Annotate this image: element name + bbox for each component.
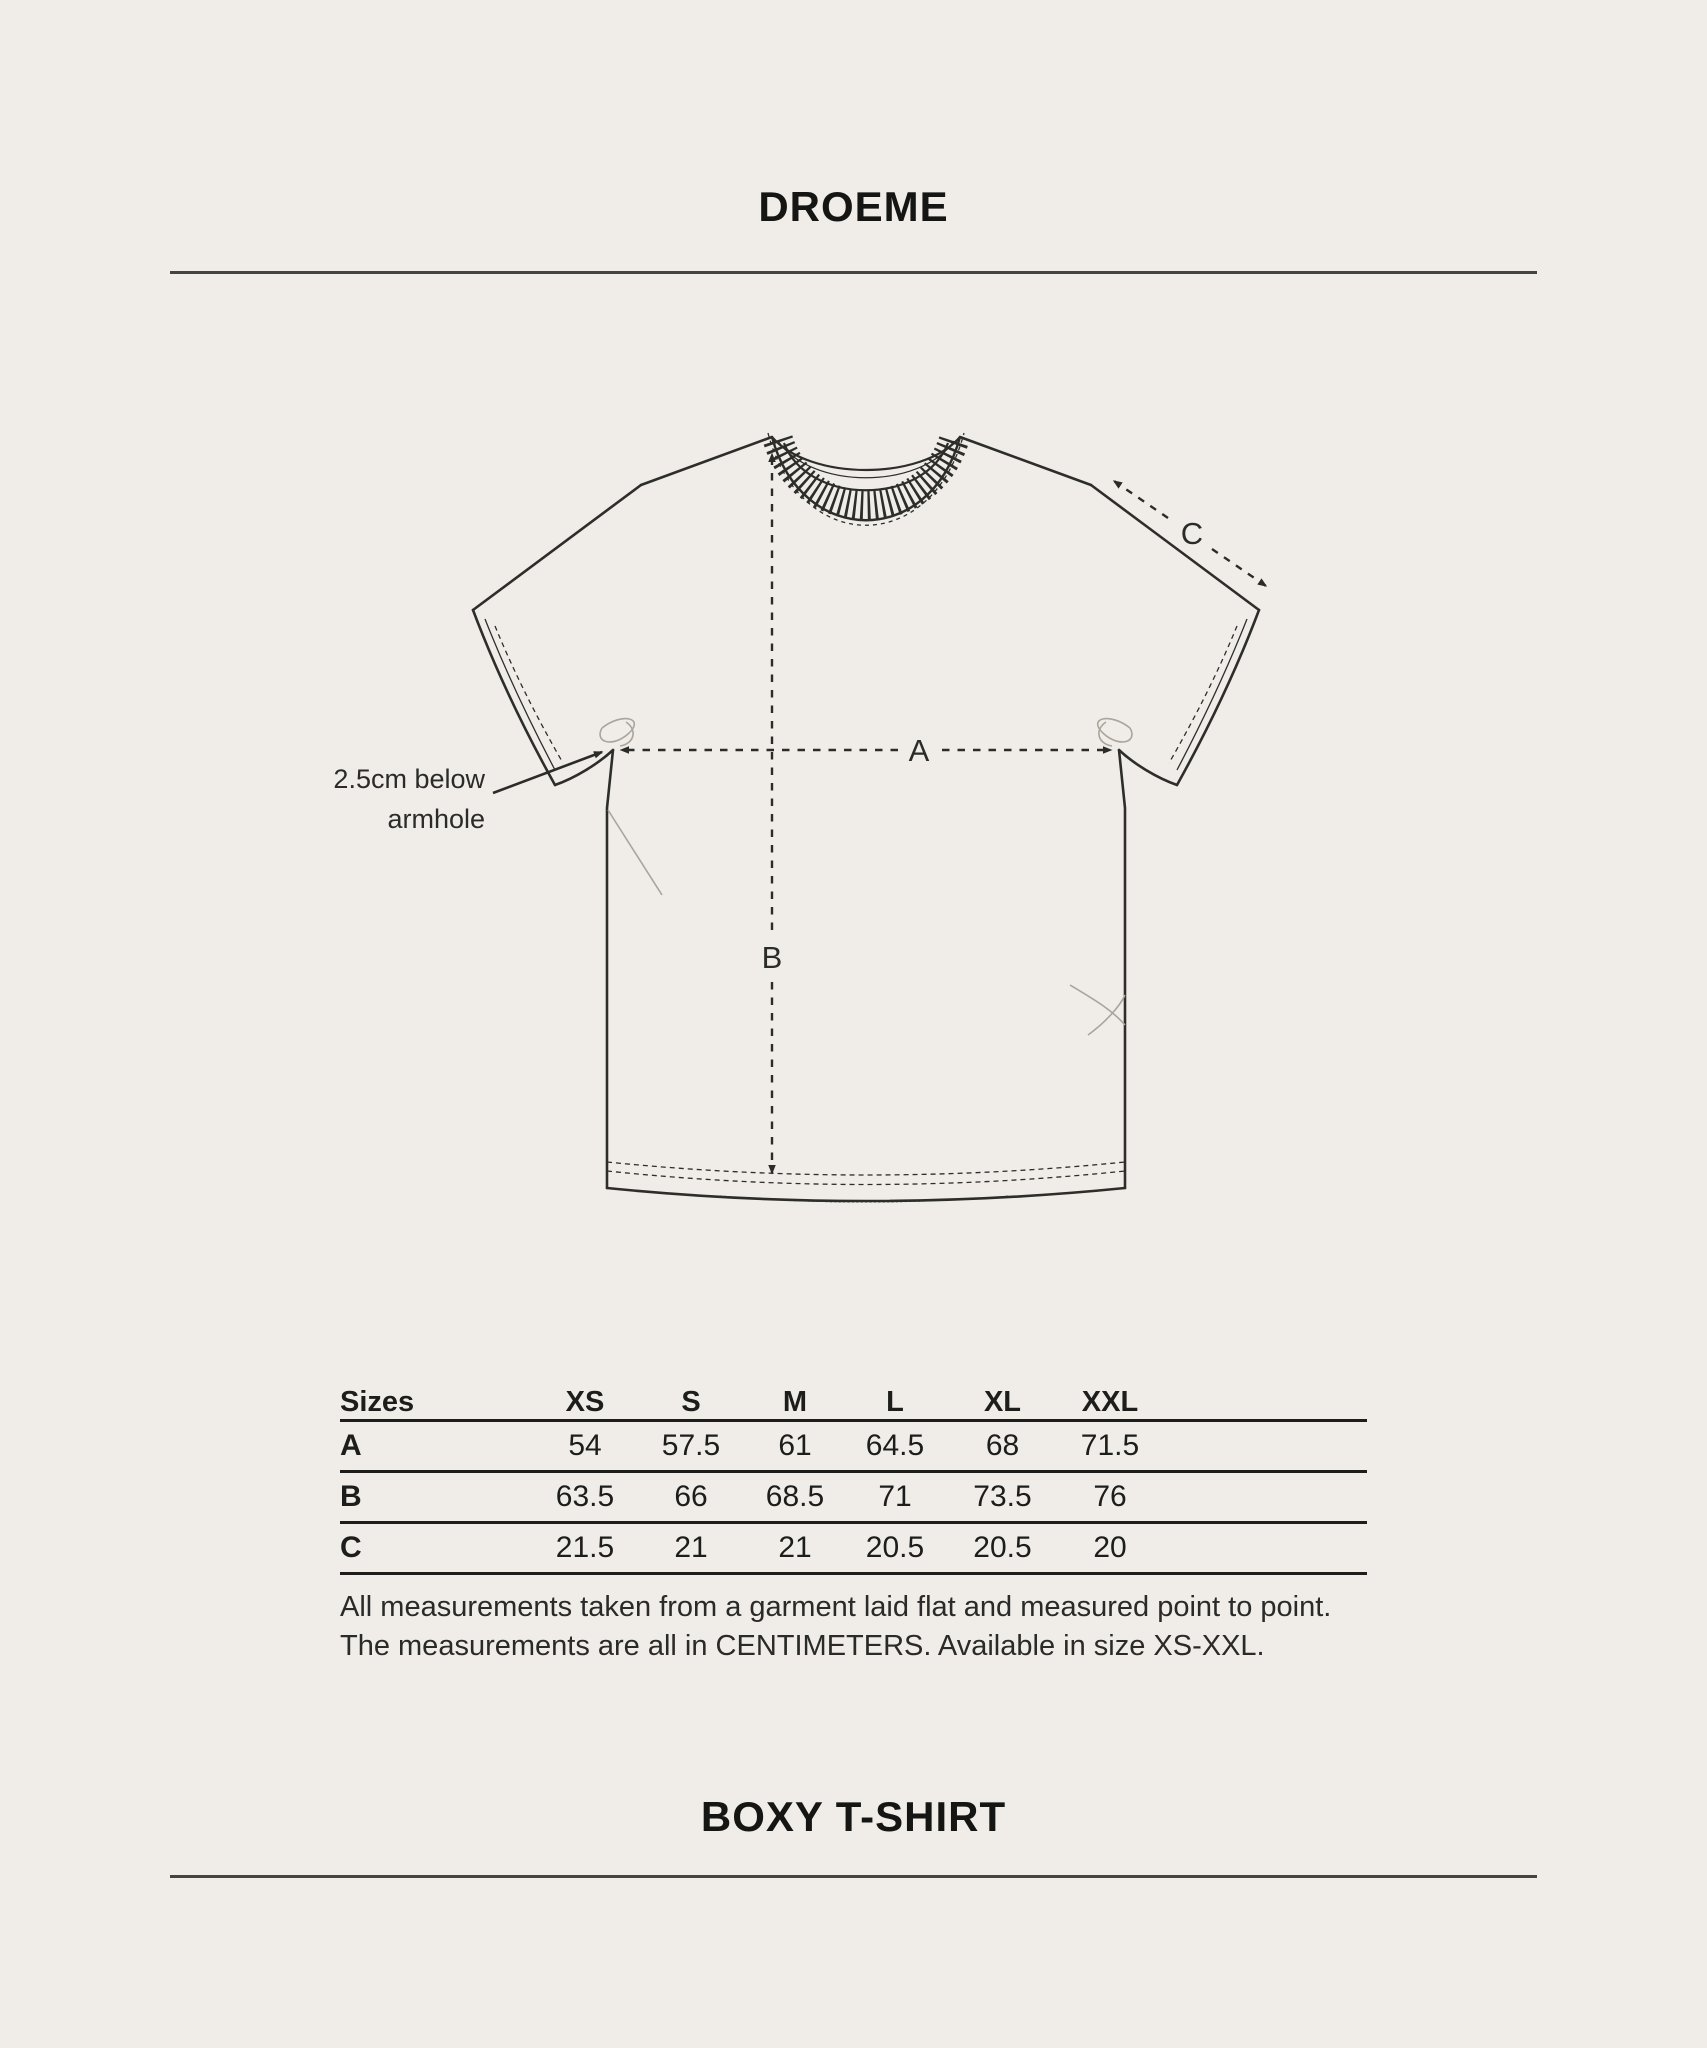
row-label: A <box>340 1429 362 1462</box>
sizes-table <box>340 1386 1367 1575</box>
brand-title: DROEME <box>758 183 949 230</box>
measurement-notes <box>340 1588 1400 1666</box>
note-line-2: The measurements are all in CENTIMETERS. Available in size XS-XXL. <box>340 1630 1265 1662</box>
cell-a-s: 57.5 <box>661 1429 721 1462</box>
collar <box>768 433 964 525</box>
sizes-table-header-row <box>340 1386 1367 1422</box>
measurement-c-label: C <box>1180 516 1204 551</box>
cell-b-m: 68.5 <box>765 1480 825 1513</box>
cell-c-xxl: 20 <box>1093 1531 1127 1564</box>
cell-c-l: 20.5 <box>865 1531 925 1564</box>
cell-b-xs: 63.5 <box>555 1480 615 1513</box>
armhole-note-line2: armhole <box>387 804 485 834</box>
cell-b-l: 71 <box>878 1480 912 1513</box>
size-col-xs: XS <box>565 1386 605 1418</box>
note-line-1: All measurements taken from a garment laid flat and measured point to point. <box>340 1591 1332 1623</box>
sizes-header-cell: Sizes <box>340 1386 415 1418</box>
size-col-xl: XL <box>983 1386 1022 1418</box>
tshirt-measurement-diagram <box>250 330 1350 1270</box>
cell-b-xl: 73.5 <box>973 1480 1032 1513</box>
table-row-c <box>340 1524 1367 1575</box>
table-row-a <box>340 1422 1367 1473</box>
tshirt-illustration <box>250 330 1350 1270</box>
stitch-details <box>485 619 1247 1202</box>
row-label: B <box>340 1480 362 1513</box>
cell-b-s: 66 <box>674 1480 708 1513</box>
size-col-m: M <box>782 1386 808 1418</box>
cell-c-xl: 20.5 <box>973 1531 1032 1564</box>
cell-a-xl: 68 <box>985 1429 1020 1462</box>
measurement-a-label: A <box>908 733 930 768</box>
armhole-pointer-arrow <box>493 752 602 793</box>
row-label: C <box>340 1531 362 1564</box>
armhole-note-line1: 2.5cm below <box>333 764 485 794</box>
wrinkle-lines <box>600 719 1132 1035</box>
cell-a-m: 61 <box>778 1429 812 1462</box>
measurement-b-label: B <box>761 940 783 975</box>
product-title: BOXY T-SHIRT <box>700 1793 1007 1840</box>
size-col-s: S <box>681 1386 701 1418</box>
cell-a-l: 64.5 <box>865 1429 925 1462</box>
cell-c-m: 21 <box>778 1531 812 1564</box>
tshirt-outline <box>473 437 1259 1201</box>
top-divider <box>170 271 1537 274</box>
cell-a-xs: 54 <box>568 1429 602 1462</box>
cell-c-xs: 21.5 <box>555 1531 615 1564</box>
size-col-xxl: XXL <box>1081 1386 1139 1418</box>
cell-c-s: 21 <box>674 1531 708 1564</box>
cell-b-xxl: 76 <box>1093 1480 1127 1513</box>
size-col-l: L <box>886 1386 904 1418</box>
cell-a-xxl: 71.5 <box>1080 1429 1140 1462</box>
bottom-divider <box>170 1875 1537 1878</box>
table-row-b <box>340 1473 1367 1524</box>
